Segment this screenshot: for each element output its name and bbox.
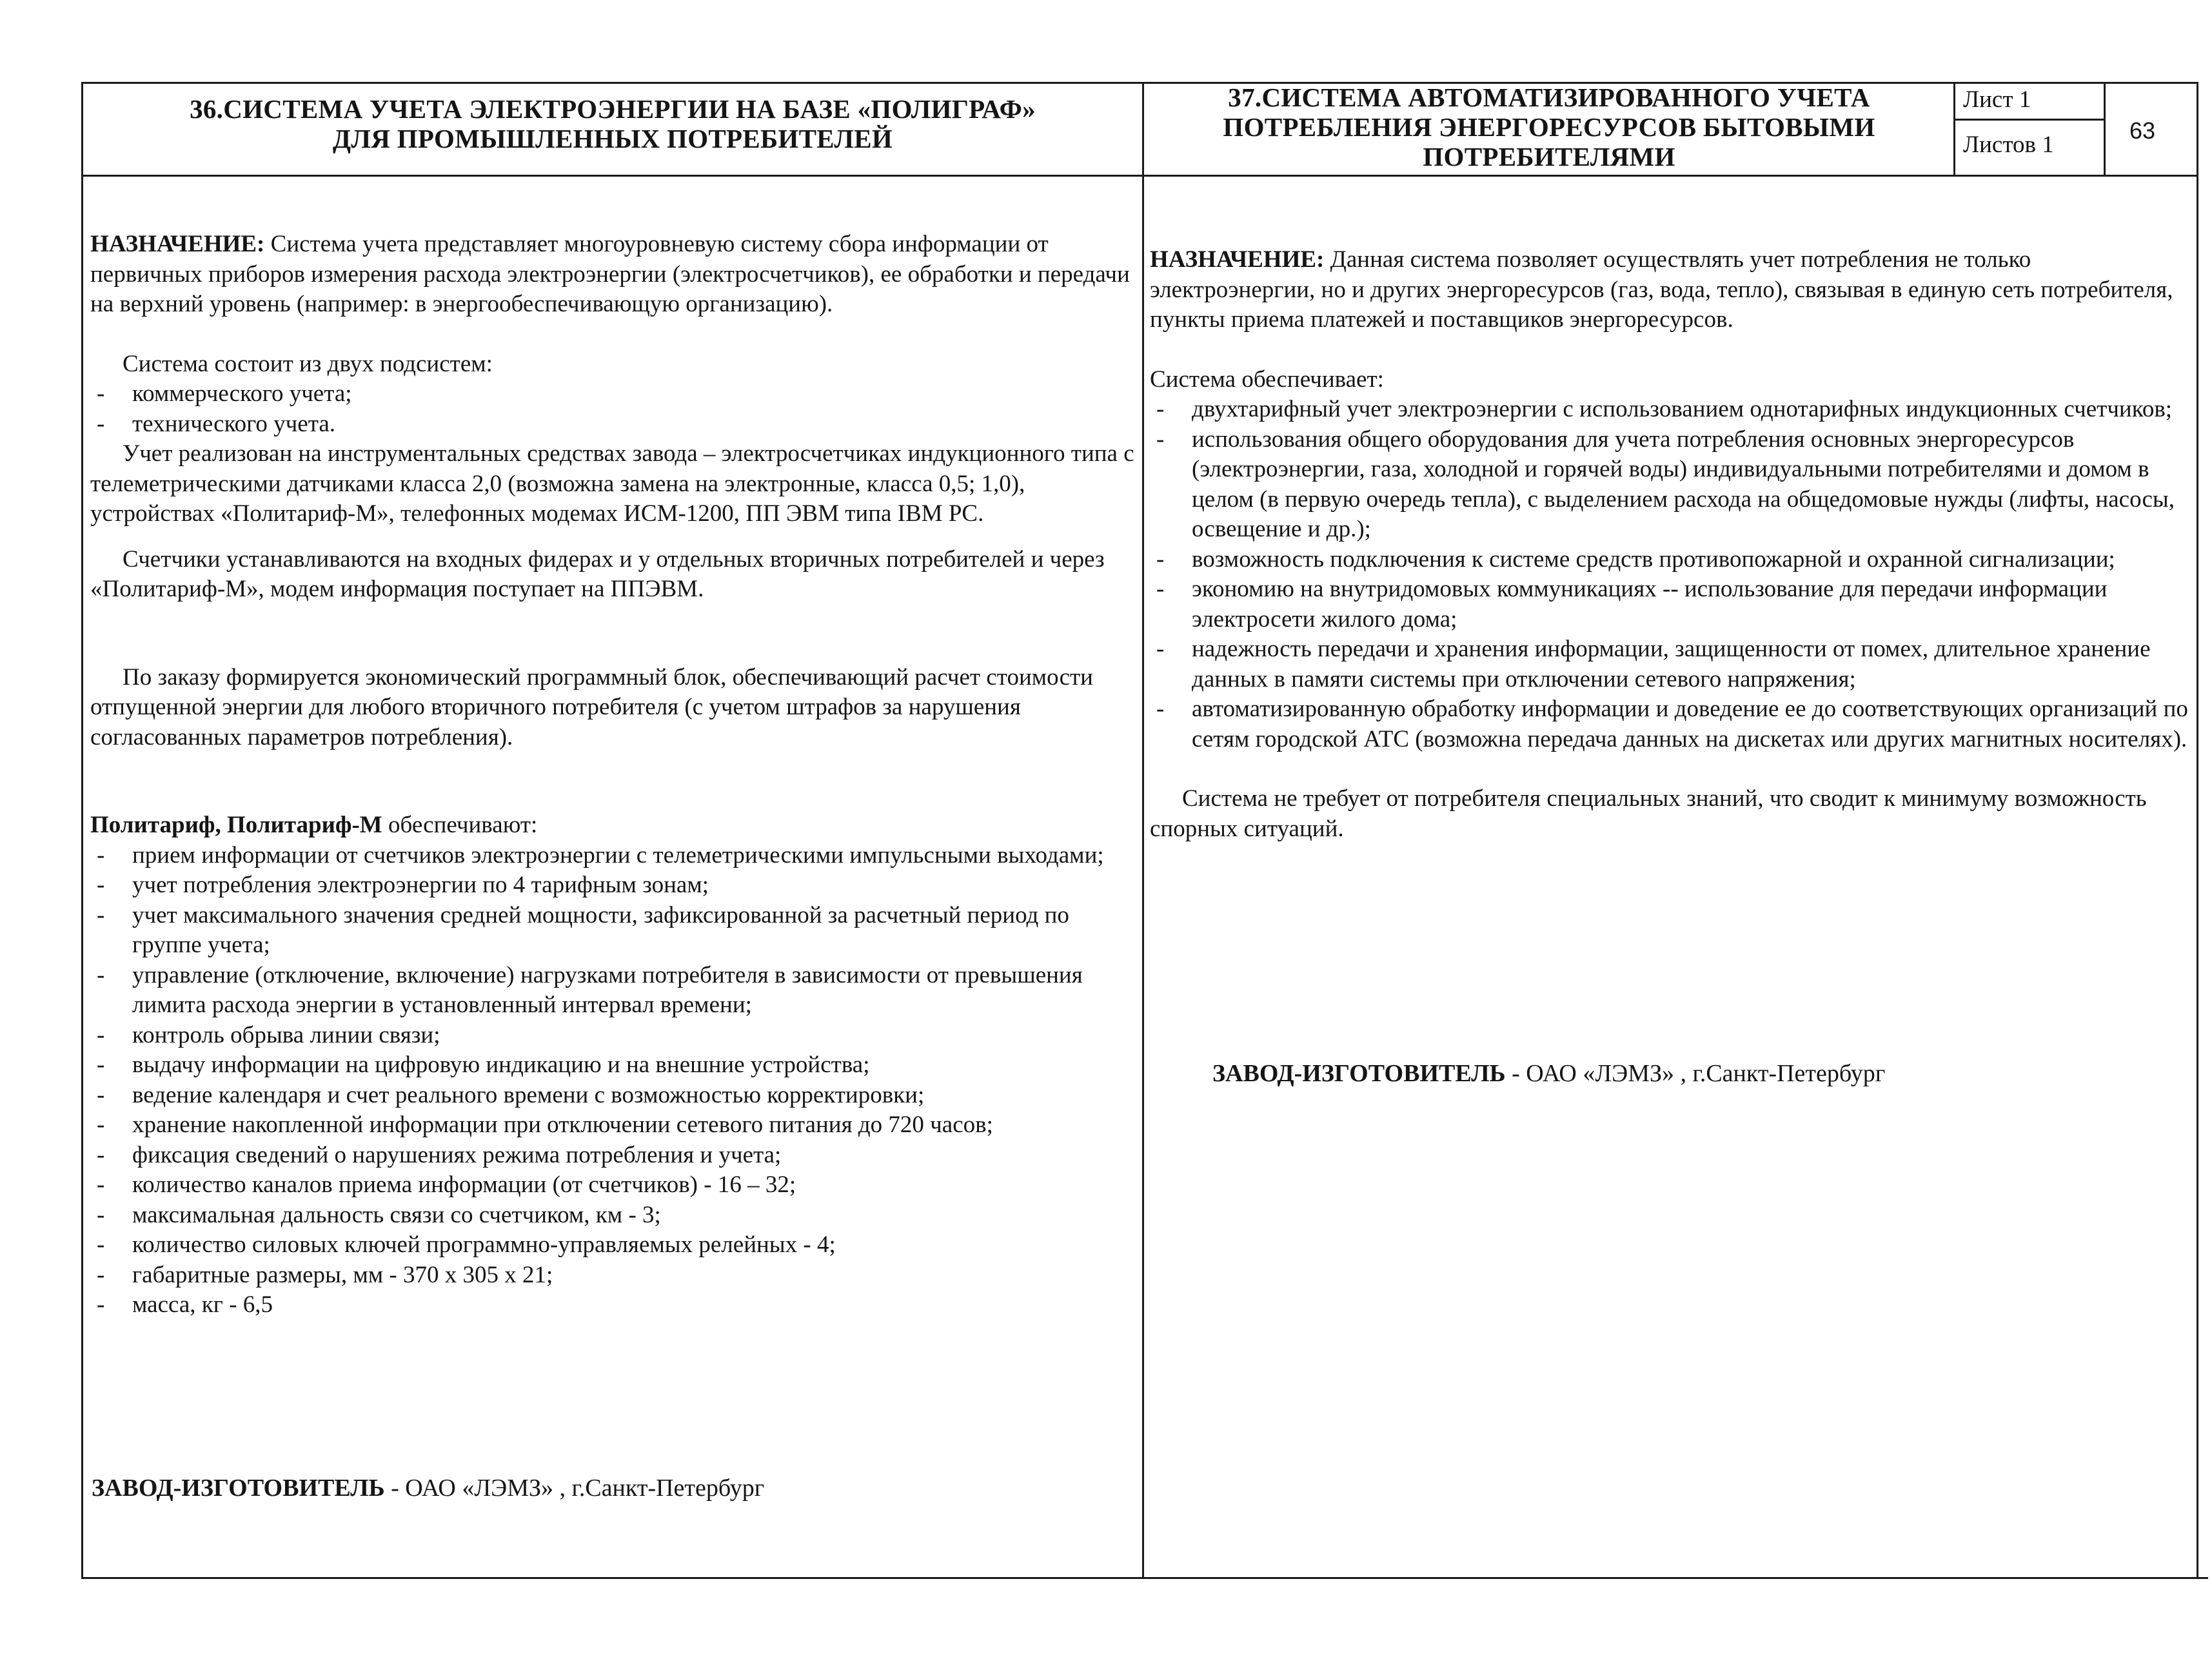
list-item: - контроль обрыва линии связи; <box>90 1021 1138 1051</box>
politarif-text: обеспечивают: <box>382 812 538 838</box>
left-subsystems-list <box>90 379 1138 439</box>
politarif-label: Политариф, Политариф-М <box>90 812 382 838</box>
list-item: - количество каналов приема информации (от счетчиков) - 16 – 32; <box>90 1170 1138 1201</box>
left-maker <box>92 1473 1123 1504</box>
left-features-list <box>90 841 1138 1320</box>
list-item: - максимальная дальность связи со счетчиком, км - 3; <box>90 1201 1138 1231</box>
left-title <box>84 94 1141 153</box>
left-politarif <box>90 810 1138 841</box>
right-no-skills: Система не требует от потребителя специальных знаний, что сводит к минимуму возможность спорных ситуаций. <box>1150 785 2147 842</box>
list-item: - учет максимального значения средней мощности, зафиксированной за расчетный период по группе учета; <box>90 901 1138 961</box>
sheets-label: Листов 1 <box>1963 132 2054 158</box>
left-maker-label: ЗАВОД-ИЗГОТОВИТЕЛЬ <box>92 1475 385 1502</box>
left-realization: Учет реализован на инструментальных средствах завода – электросчетчиках индукционного типа с телеметрическими датчиками класса 2,0 (возможна замена на электронные, класса 0,5; 1,0), устройствах «Политариф-М», телефонных модемах ИСМ-1200, ПП ЭВМ типа IBM PC. <box>90 440 1134 527</box>
list-item: - количество силовых ключей программно-управляемых релейных - 4; <box>90 1230 1138 1260</box>
left-column <box>90 230 1138 1320</box>
right-provides-list <box>1150 395 2191 754</box>
frame-left-line <box>81 82 83 1579</box>
right-purpose-label: НАЗНАЧЕНИЕ: <box>1150 246 1325 273</box>
list-item: - надежность передачи и хранения информации, защищенности от помех, длительное хранение данных в памяти системы при отключении сетевого напряжения; <box>1150 634 2191 694</box>
left-subsystems-intro: Система состоит из двух подсистем: <box>123 350 493 377</box>
list-item: - использования общего оборудования для учета потребления основных энергоресурсов (электроэнергии, газа, холодной и горячей воды) индивидуальными потребителями и домом в целом (в первую очередь тепла), с выделением расхода на общедомовые нужды (лифты, насосы, освещение и др.); <box>1150 425 2191 545</box>
list-item: - двухтарифный учет электроэнергии с использованием однотарифных индукционных счетчиков; <box>1150 395 2191 425</box>
list-item: - технического учета. <box>90 409 1138 440</box>
sheet-box-divider-line <box>2104 82 2106 177</box>
right-title-line1: 37.СИСТЕМА АВТОМАТИЗИРОВАННОГО УЧЕТА <box>1228 83 1870 112</box>
left-purpose-label: НАЗНАЧЕНИЕ: <box>90 231 265 257</box>
right-maker <box>1212 1059 2180 1089</box>
list-item: - автоматизированную обработку информации и доведение ее до соответствующих организаций по сетям городской АТС (возможна передача данных на дискетах или других магнитных носителях). <box>1150 694 2191 754</box>
left-meters: Счетчики устанавливаются на входных фидерах и у отдельных вторичных потребителей и через «Политариф-М», модем информация поступает на ППЭВМ. <box>90 545 1105 602</box>
frame-bottom-line <box>81 1577 2208 1579</box>
right-provides-intro: Система обеспечивает: <box>1150 366 1384 393</box>
list-item: - габаритные размеры, мм - 370 х 305 х 21; <box>90 1260 1138 1291</box>
right-maker-label: ЗАВОД-ИЗГОТОВИТЕЛЬ <box>1212 1060 1506 1087</box>
list-item: - прием информации от счетчиков электроэнергии с телеметрическими импульсными выходами; <box>90 841 1138 871</box>
left-maker-text: - ОАО «ЛЭМЗ» , г.Санкт-Петербург <box>384 1475 765 1502</box>
left-title-line2: ДЛЯ ПРОМЫШЛЕННЫХ ПОТРЕБИТЕЛЕЙ <box>332 124 893 153</box>
right-maker-text: - ОАО «ЛЭМЗ» , г.Санкт-Петербург <box>1505 1060 1886 1087</box>
sheet-box-left-line <box>1953 82 1955 177</box>
right-purpose-text: Данная система позволяет осуществлять учет потребления не только электроэнергии, но и других энергоресурсов (газ, вода, тепло), связывая в единую сеть потребителя, пункты приема платежей и поставщиков энергоресурсов. <box>1150 246 2173 333</box>
right-column <box>1150 245 2191 844</box>
list-item: - масса, кг - 6,5 <box>90 1290 1138 1320</box>
list-item: - ведение календаря и счет реального времени с возможностью корректировки; <box>90 1081 1138 1111</box>
list-item: - хранение накопленной информации при отключении сетевого питания до 720 часов; <box>90 1110 1138 1141</box>
list-item: - возможность подключения к системе средств противопожарной и охранной сигнализации; <box>1150 545 2191 575</box>
list-item: - фиксация сведений о нарушениях режима потребления и учета; <box>90 1141 1138 1171</box>
list-item: - экономию на внутридомовых коммуникациях -- использование для передачи информации электросети жилого дома; <box>1150 574 2191 634</box>
right-purpose <box>1150 245 2191 335</box>
page-number: 63 <box>2129 117 2156 144</box>
left-title-line1: 36.СИСТЕМА УЧЕТА ЭЛЕКТРОЭНЕРГИИ НА БАЗЕ «ПОЛИГРАФ» <box>190 94 1036 124</box>
sheet-label: Лист 1 <box>1963 86 2031 113</box>
list-item: - коммерческого учета; <box>90 379 1138 409</box>
right-title <box>1145 83 1953 172</box>
list-item: - выдачу информации на цифровую индикацию и на внешние устройства; <box>90 1050 1138 1081</box>
left-order: По заказу формируется экономический программный блок, обеспечивающий расчет стоимости отпущенной энергии для любого вторичного потребителя (с учетом штрафов за нарушения согласованных параметров потребления). <box>90 663 1093 750</box>
list-item: - управление (отключение, включение) нагрузками потребителя в зависимости от превышения лимита расхода энергии в установленный интервал времени; <box>90 961 1138 1021</box>
frame-right-line <box>2197 82 2198 1578</box>
frame-header-bottom-line <box>81 175 2198 177</box>
left-purpose <box>90 230 1138 320</box>
sheet-box-middle-line <box>1953 119 2106 121</box>
right-title-line2: ПОТРЕБЛЕНИЯ ЭНЕРГОРЕСУРСОВ БЫТОВЫМИ <box>1223 112 1875 142</box>
list-item: - учет потребления электроэнергии по 4 тарифным зонам; <box>90 870 1138 901</box>
right-title-line3: ПОТРЕБИТЕЛЯМИ <box>1423 142 1675 172</box>
left-purpose-text: Система учета представляет многоуровневую систему сбора информации от первичных приборов измерения расхода электроэнергии (электросчетчиков), ее обработки и передачи на верхний уровень (например: в энергообеспечивающую организацию). <box>90 231 1130 317</box>
frame-middle-line <box>1142 82 1144 1579</box>
